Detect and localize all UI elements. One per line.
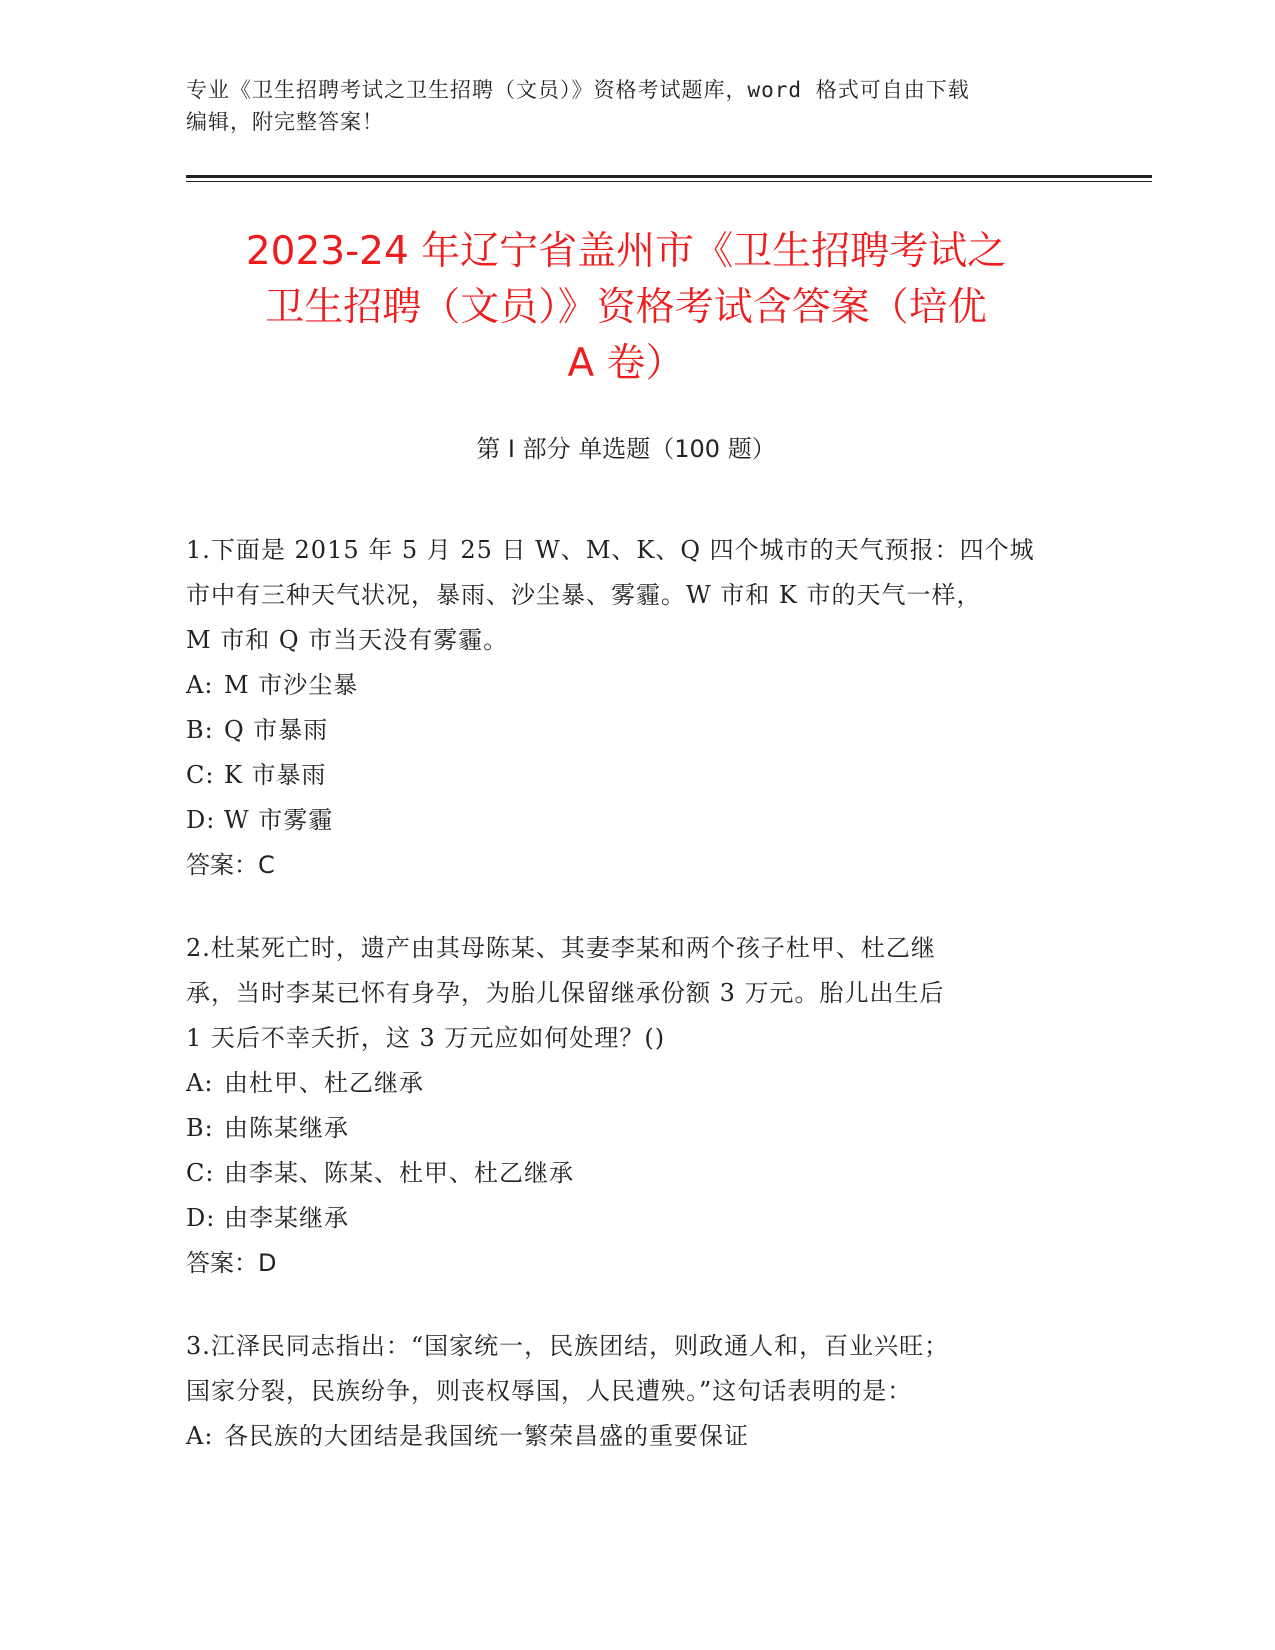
title-line3: A 卷） [567, 341, 685, 386]
question-1-line1: 1.下面是 2015 年 5 月 25 日 W、M、K、Q 四个城市的天气预报：四个城 [186, 536, 1035, 564]
option-letter: D: [186, 806, 216, 834]
question-3 [186, 1324, 1086, 1459]
option-letter: A: [186, 1069, 214, 1097]
question-2-line1: 2.杜某死亡时，遗产由其母陈某、其妻李某和两个孩子杜甲、杜乙继 [186, 934, 936, 962]
option-letter: D: [186, 1204, 216, 1232]
question-3-line2: 国家分裂，民族纷争，则丧权辱国，人民遭殃。”这句话表明的是： [186, 1377, 913, 1405]
question-1-line3: M 市和 Q 市当天没有雾霾。 [186, 626, 509, 654]
question-2 [186, 926, 1086, 1286]
option-text: 由李某继承 [224, 1204, 349, 1232]
question-2-option-c [186, 1151, 1086, 1196]
question-2-option-d [186, 1196, 1086, 1241]
option-text: 由李某、陈某、杜甲、杜乙继承 [224, 1159, 574, 1187]
header-note-line2: 编辑，附完整答案！ [186, 110, 384, 134]
question-1-option-a [186, 663, 1086, 708]
option-letter: A: [186, 671, 214, 699]
question-1-line2: 市中有三种天气状况，暴雨、沙尘暴、雾霾。W 市和 K 市的天气一样， [186, 581, 982, 609]
option-text: M 市沙尘暴 [224, 671, 359, 699]
question-1-answer: 答案：C [186, 851, 275, 879]
header-note [186, 74, 1086, 138]
question-2-line3: 1 天后不幸夭折，这 3 万元应如何处理？() [186, 1024, 666, 1052]
option-text: 由陈某继承 [224, 1114, 349, 1142]
option-letter: C: [186, 761, 215, 789]
option-letter: B: [186, 716, 214, 744]
option-text: 各民族的大团结是我国统一繁荣昌盛的重要保证 [224, 1422, 749, 1450]
title-line1: 2023-24 年辽宁省盖州市《卫生招聘考试之 [245, 229, 1007, 274]
document-title [186, 224, 1066, 392]
question-3-option-a [186, 1414, 1086, 1459]
question-2-option-a [186, 1061, 1086, 1106]
option-text: Q 市暴雨 [224, 716, 329, 744]
question-1-option-c [186, 753, 1086, 798]
question-1 [186, 528, 1086, 888]
header-rule-thick [186, 175, 1152, 178]
question-2-line2: 承，当时李某已怀有身孕，为胎儿保留继承份额 3 万元。胎儿出生后 [186, 979, 945, 1007]
option-letter: B: [186, 1114, 214, 1142]
question-2-option-b [186, 1106, 1086, 1151]
question-list [186, 528, 1086, 1497]
option-letter: A: [186, 1422, 214, 1450]
question-1-option-d [186, 798, 1086, 843]
question-1-option-b [186, 708, 1086, 753]
question-2-answer: 答案：D [186, 1249, 277, 1277]
option-text: K 市暴雨 [224, 761, 327, 789]
header-rule-thin [186, 181, 1152, 182]
option-text: W 市雾霾 [224, 806, 334, 834]
header-note-line1: 专业《卫生招聘考试之卫生招聘（文员）》资格考试题库，word 格式可自由下载 [186, 78, 970, 102]
question-3-line1: 3.江泽民同志指出：“国家统一，民族团结，则政通人和，百业兴旺； [186, 1332, 950, 1360]
option-letter: C: [186, 1159, 215, 1187]
section-heading: 第 I 部分 单选题（100 题） [476, 435, 776, 463]
title-line2: 卫生招聘（文员）》资格考试含答案（培优 [265, 285, 987, 330]
option-text: 由杜甲、杜乙继承 [224, 1069, 424, 1097]
